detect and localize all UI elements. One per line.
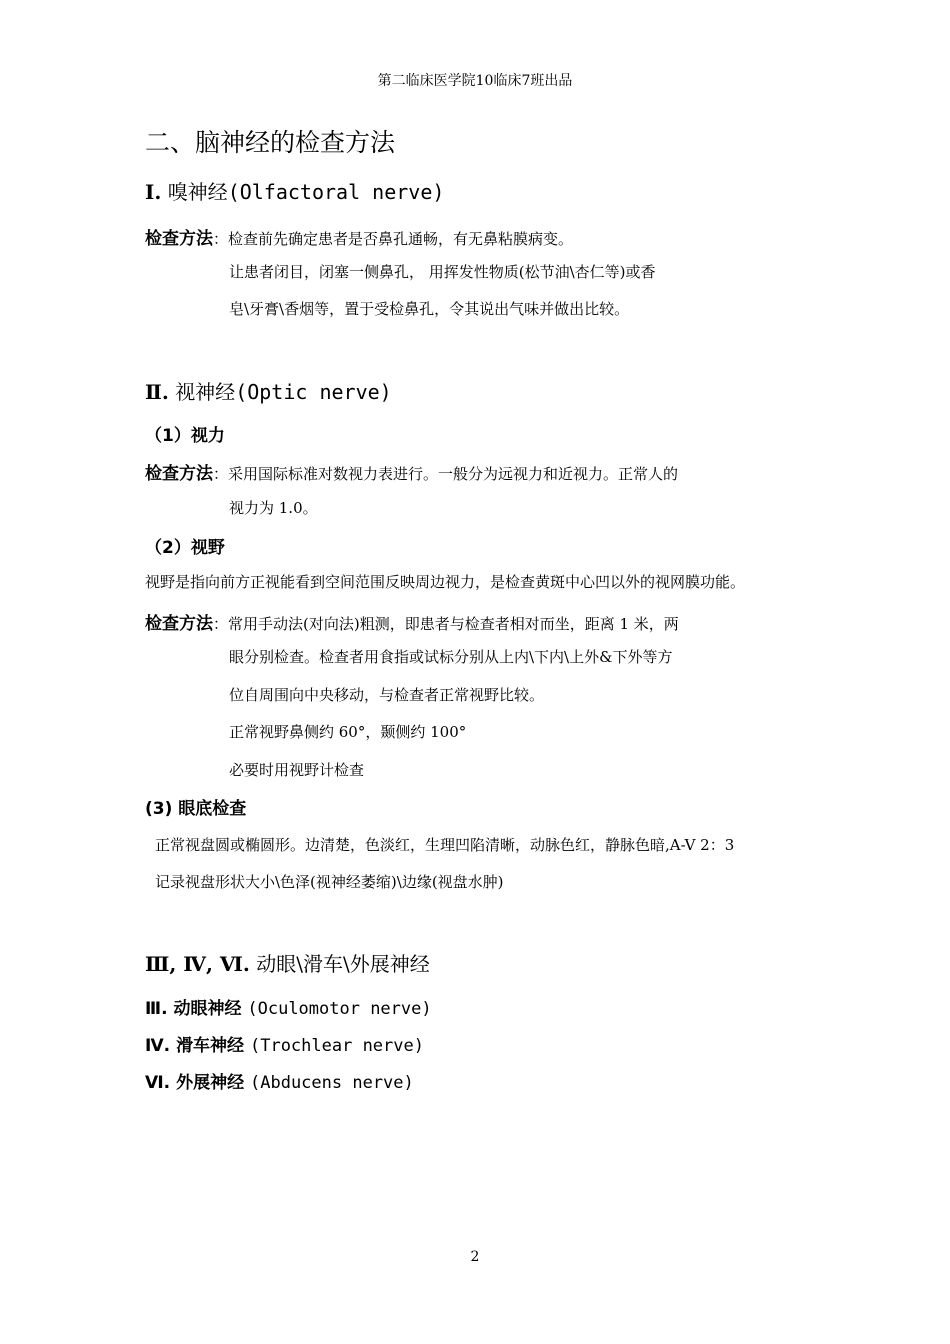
heading-english: (Optic nerve) — [235, 380, 392, 404]
acuity-method — [145, 459, 678, 484]
item-english: (Trochlear nerve) — [249, 1036, 424, 1056]
acuity-title: （1）视力 — [145, 426, 225, 446]
heading-number: Ⅱ. — [145, 380, 169, 404]
olfactory-heading — [145, 176, 444, 205]
fundus-line-1: 正常视盘圆或椭圆形。边清楚，色淡红，生理凹陷清晰，动脉色红，静脉色暗,A-V 2：3 — [155, 836, 735, 854]
method-label: 检查方法 — [145, 464, 213, 484]
field-method — [145, 609, 679, 634]
item-number: Ⅵ. — [145, 1073, 171, 1093]
item-chinese: 动眼神经 — [173, 999, 242, 1019]
field-title: （2）视野 — [145, 538, 225, 558]
fundus-line-2: 记录视盘形状大小\色泽(视神经萎缩)\边缘(视盘水肿) — [155, 873, 504, 891]
field-definition: 视野是指向前方正视能看到空间范围反映周边视力，是检查黄斑中心凹以外的视网膜功能。 — [145, 573, 746, 591]
item-english: (Abducens nerve) — [250, 1073, 414, 1093]
optic-heading — [145, 376, 392, 405]
field-line-2: 眼分别检查。检查者用食指或试标分别从上内\下内\上外&下外等方 — [229, 648, 673, 666]
ocular-motor-heading — [145, 948, 430, 977]
heading-chinese: 动眼\滑车\外展神经 — [256, 952, 430, 976]
nerve-item-trochlear — [145, 1031, 424, 1056]
heading-number: Ⅲ, Ⅳ, Ⅵ. — [145, 952, 250, 976]
acuity-line-2: 视力为 1.0。 — [229, 499, 318, 517]
item-english: (Oculomotor nerve) — [247, 999, 432, 1019]
method-separator: ： — [213, 465, 229, 483]
item-number: Ⅲ. — [145, 999, 168, 1019]
olfactory-method — [145, 224, 573, 249]
method-line: 常用手动法(对向法)粗测，即患者与检查者相对而坐，距离 1 米，两 — [228, 615, 679, 633]
item-chinese: 外展神经 — [176, 1073, 245, 1093]
olfactory-line-3: 皂\牙膏\香烟等，置于受检鼻孔，令其说出气味并做出比较。 — [229, 300, 630, 318]
method-line: 采用国际标准对数视力表进行。一般分为远视力和近视力。正常人的 — [228, 465, 679, 483]
section-title: 二、脑神经的检查方法 — [145, 128, 396, 157]
heading-number: Ⅰ. — [145, 180, 162, 204]
item-chinese: 滑车神经 — [176, 1036, 245, 1056]
item-number: Ⅳ. — [145, 1036, 171, 1056]
heading-chinese: 嗅神经 — [167, 180, 228, 204]
heading-english: (Olfactoral nerve) — [227, 180, 445, 204]
field-line-3: 位自周围向中央移动，与检查者正常视野比较。 — [229, 686, 545, 704]
field-line-4: 正常视野鼻侧约 60°，颞侧约 100° — [229, 723, 467, 741]
method-label: 检查方法 — [145, 614, 213, 634]
nerve-item-oculomotor — [145, 994, 432, 1019]
page-number: 2 — [470, 1249, 480, 1265]
olfactory-line-2: 让患者闭目，闭塞一侧鼻孔， 用挥发性物质(松节油\杏仁等)或香 — [229, 263, 656, 281]
method-separator: ： — [213, 615, 229, 633]
heading-chinese: 视神经 — [175, 380, 236, 404]
field-line-5: 必要时用视野计检查 — [229, 761, 365, 779]
method-line: 检查前先确定患者是否鼻孔通畅，有无鼻粘膜病变。 — [228, 230, 574, 248]
method-label: 检查方法 — [145, 229, 213, 249]
page-header: 第二临床医学院10临床7班出品 — [377, 73, 573, 89]
nerve-item-abducens — [145, 1068, 414, 1093]
method-separator: ： — [213, 230, 229, 248]
fundus-title: (3) 眼底检查 — [145, 799, 247, 819]
